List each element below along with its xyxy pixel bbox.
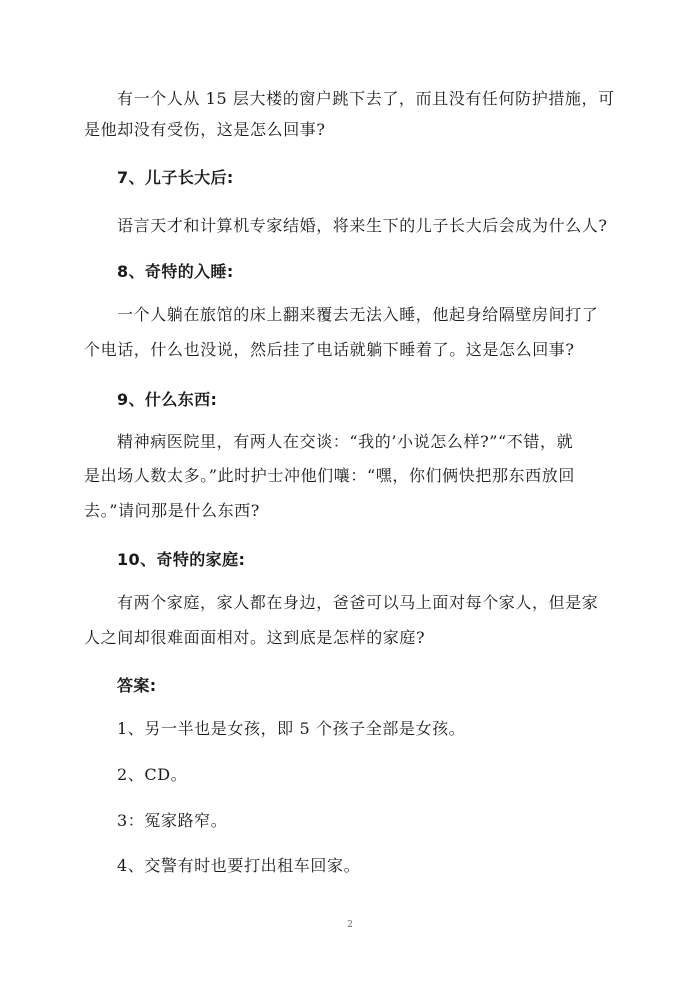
answer-3: 3：冤家路窄。 (117, 811, 228, 830)
q10-body-line-2: 人之间却很难面面相对。这到底是怎样的家庭? (84, 628, 426, 647)
q10-heading: 10、奇特的家庭: (117, 550, 246, 569)
answer-4: 4、交警有时也要打出租车回家。 (117, 856, 361, 875)
q6-body-line-2: 是他却没有受伤，这是怎么回事? (84, 120, 326, 139)
page-number: 2 (347, 920, 353, 930)
q9-body-line-1: 精神病医院里，有两人在交谈：“我的’小说怎么样?”“不错，就 (117, 432, 574, 451)
q9-heading: 9、什么东西: (117, 390, 218, 409)
q9-body-line-2: 是出场人数太多。”此时护士冲他们嚷：“嘿，你们俩快把那东西放回 (84, 466, 575, 485)
answer-2: 2、CD。 (117, 765, 188, 784)
answer-1: 1、另一半也是女孩，即 5 个孩子全部是女孩。 (117, 719, 466, 738)
q8-body-line-1: 一个人躺在旅馆的床上翻来覆去无法入睡，他起身给隔壁房间打了 (117, 305, 599, 324)
q6-body-line-1: 有一个人从 15 层大楼的窗户跳下去了，而且没有任何防护措施，可 (117, 89, 615, 108)
q8-body-line-2: 个电话，什么也没说，然后挂了电话就躺下睡着了。这是怎么回事? (84, 340, 575, 359)
answers-heading: 答案: (117, 676, 157, 695)
q7-body-line-1: 语言天才和计算机专家结婚，将来生下的儿子长大后会成为什么人? (117, 216, 608, 235)
q10-body-line-1: 有两个家庭，家人都在身边，爸爸可以马上面对每个家人，但是家 (117, 593, 599, 612)
q7-heading: 7、儿子长大后: (117, 168, 234, 187)
q8-heading: 8、奇特的入睡: (117, 262, 234, 281)
q9-body-line-3: 去。”请问那是什么东西? (84, 501, 260, 520)
